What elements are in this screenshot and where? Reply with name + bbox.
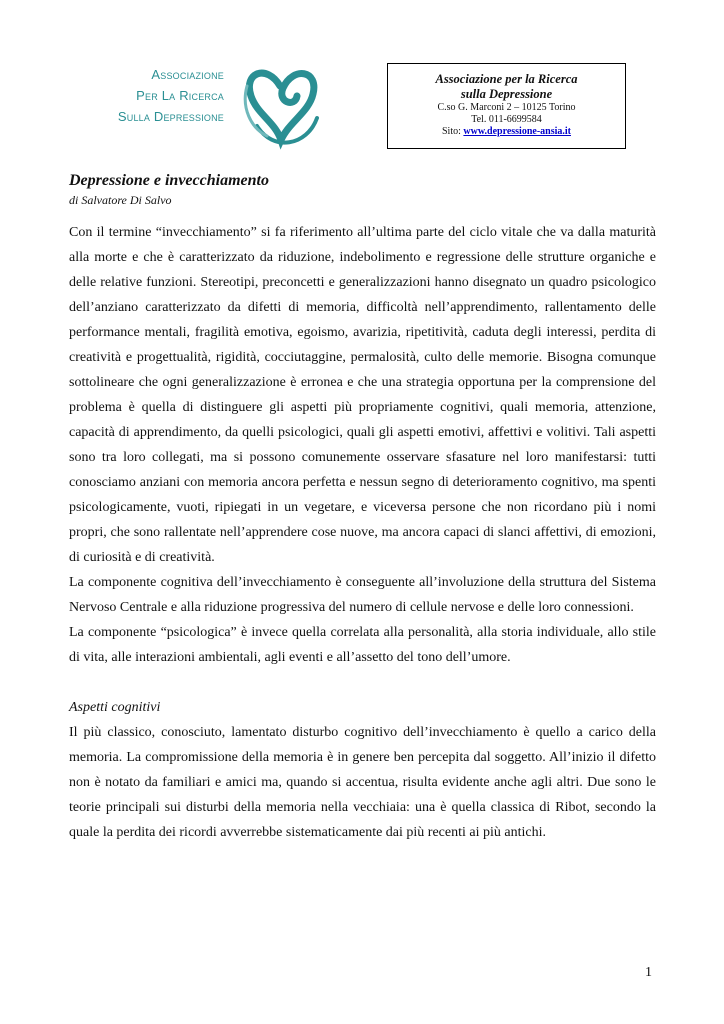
body-paragraph: La componente cognitiva dell’invecchiamento è conseguente all’involuzione della struttura del Sistema Nervoso Centrale e alla riduzione progressiva del numero di cellule nervose e delle loro connessioni. [69, 575, 656, 615]
org-phone: Tel. 011-6699584 [471, 114, 542, 125]
section-spacer [69, 670, 656, 695]
site-link[interactable]: www.depressione-ansia.it [463, 126, 571, 137]
association-logo [96, 56, 336, 156]
article-title: Depressione e invecchiamento [69, 172, 269, 189]
logo-line: Per La Ricerca [136, 88, 224, 103]
logo-line: Associazione [151, 67, 224, 82]
article-author: di Salvatore Di Salvo [69, 193, 172, 207]
section-heading: Aspetti cognitivi [69, 700, 161, 715]
org-address: C.so G. Marconi 2 – 10125 Torino [437, 102, 576, 113]
site-label: Sito: [441, 126, 461, 137]
heart-swirl-icon [237, 56, 323, 152]
association-contact-box [387, 63, 626, 149]
body-paragraph: Il più classico, conosciuto, lamentato disturbo cognitivo dell’invecchiamento è quello a carico della memoria. La compromissione della memoria è in genere ben percepita dal soggetto. All’inizio il difetto non è notato da familiari e amici ma, quando si accentua, risulta evidente anche agli altri. Due sono le teorie principali sui disturbi della memoria nella vecchiaia: una è quella classica di Ribot, secondo la quale la perdita dei ricordi avverrebbe sistematicamente dai più recenti ai più antichi. [69, 725, 656, 840]
org-website [388, 126, 625, 138]
logo-wordmark [96, 64, 224, 127]
logo-line: Sulla Depressione [117, 109, 224, 124]
article-body [69, 220, 656, 845]
org-name-line1: Associazione per la Ricerca [435, 72, 578, 86]
page-number: 1 [645, 965, 652, 980]
org-name-line2: sulla Depressione [460, 87, 553, 101]
body-paragraph: La componente “psicologica” è invece quella correlata alla personalità, alla storia individuale, allo stile di vita, alle interazioni ambientali, agli eventi e all’assetto del tono dell’umore. [69, 625, 656, 665]
body-paragraph: Con il termine “invecchiamento” si fa riferimento all’ultima parte del ciclo vitale che va dalla maturità alla morte e che è caratterizzato da riduzione, indebolimento e regressione delle strutture organiche e delle relative funzioni. Stereotipi, preconcetti e generalizzazioni hanno disegnato un quadro psicologico dell’anziano caratterizzato da difetti di memoria, difficoltà nell’apprendimento, rallentamento delle performance mentali, fragilità emotiva, egoismo, avarizia, ripetitività, caduta degli interessi, perdita di creatività e progettualità, rigidità, cocciutaggine, permalosità, culto delle memorie. Bisogna comunque sottolineare che ogni generalizzazione è erronea e che una strategia opportuna per la comprensione del problema è quella di distinguere gli aspetti più propriamente cognitivi, quali memoria, attenzione, capacità di apprendimento, da quelli psicologici, quali gli aspetti emotivi, affettivi e volitivi. Tali aspetti sono tra loro collegati, ma si possono comunemente osservare sfasature nel loro manifestarsi: tutti conosciamo anziani con memoria ancora perfetta e nessun segno di deterioramento cognitivo, ma spenti psicologicamente, vuoti, ripiegati in un vegetare, e viceversa persone che non ricordano più i nomi propri, che sono rallentate nell’apprendere cose nuove, ma ancora capaci di slanci affettivi, di emozioni, di curiosità e di creatività. [69, 225, 656, 565]
